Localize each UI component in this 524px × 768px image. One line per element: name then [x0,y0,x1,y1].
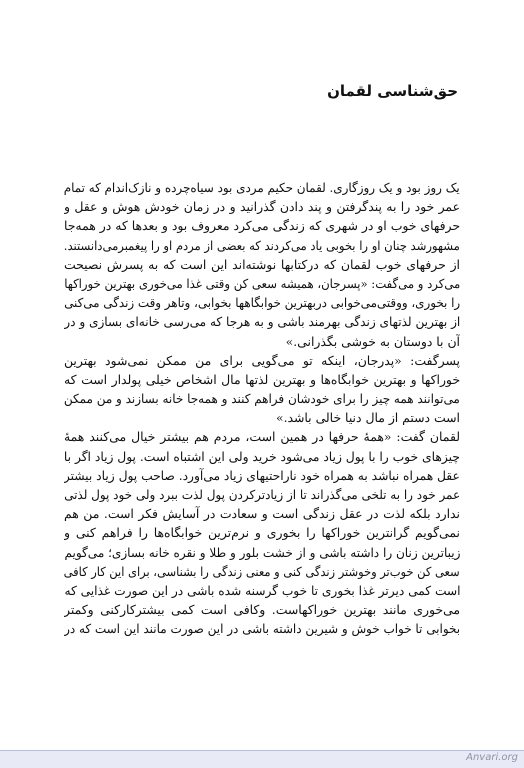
text-line: می‌توانند همه چیز را برای خودشان فراهم کنند و همه‌جا خانه بسازند و من ممکن [64,391,460,407]
text-line: عمر خود را به تلخی می‌گذراند تا از زیادترکردن پول لذت ببرد ولی خود پول لذتی [64,487,460,502]
text-line: یک روز بود و یک روزگاری. لقمان حکیم مردی بود سیاه‌چرده و نازک‌اندام که تمام [64,180,460,195]
text-line: بخوابی تا خواب خوش و شیرین داشته باشی در این صورت مانند این است که در [64,621,460,637]
watermark-text: Anvari.org [466,752,518,763]
text-line: نمی‌گویم گرانترین خوراکها را بخوری و نرم‌ترین خوابگاه‌ها را فراهم کنی و [64,525,460,541]
text-line: حرفهای خوب او در شهری که زندگی می‌کرد معروف بود و بعدها که در همه‌جا [64,218,460,234]
body-text [64,178,460,639]
text-line: خوراکها و بهترین خوابگاه‌ها و بهترین لذتها مال اشخاص خیلی پولدار است که [64,371,460,387]
text-line: چیزهای خوب را با پول زیاد می‌شود خرید ولی این اشتباه است. پول زیاد اگر با [64,448,460,464]
text-line: زیباترین زنان را داشته باشی و از خشت بلور و طلا و نقره خانه بسازی؛ می‌گویم [64,544,460,560]
text-line: عقل همراه نباشد به همراه خود ناراحتیهای زیاد می‌آورد. صاحب پول زیاد بیشتر [64,467,460,483]
text-line: است دستم از مال دنیا خالی باشد.» [276,410,460,426]
text-line: پسرگفت: «پدرجان، اینکه تو می‌گویی برای من ممکن نمی‌شود بهترین [64,352,460,368]
watermark-bar [0,750,524,768]
text-line: آن با دوستان به خوشی بگذرانی.» [285,333,460,349]
text-line: عمر خود را به پندگرفتن و پند دادن گذرانید و در زمان خودش هوش و عقل و [64,199,460,215]
text-line: می‌کرد و می‌گفت: «پسرجان، همیشه سعی کن وقتی غذا می‌خوری بهترین خوراکها [64,275,460,291]
text-line: ندارد بلکه لذت در عقل زندگی است و سعادت در آسایش فکر است. من هم [64,506,460,522]
text-line: است کمی دیرتر غذا بخوری تا خوب گرسنه شده باشی در این صورت غذایی که [64,582,460,598]
text-line: می‌خوری مانند بهترین خوراکهاست. وکافی است کمی بیشترکارکنی وکمتر [64,602,460,618]
page-title: حق‌شناسی لقمان [327,82,458,100]
text-line: را بخوری، ووقتی‌می‌خوابی دربهترین خوابگاهها بخوابی، وتاهر وقت زندگی می‌کنی [64,295,460,311]
text-line: مشهورشد چنان او را بخوبی یاد می‌کردند که بعضی از مردم او را پیغمبرمی‌دانستند. [64,237,460,253]
text-line: از بهترین لذتهای زندگی بهرمند باشی و به هرجا که می‌رسی خانه‌ای بسازی و در [64,314,460,330]
text-line: از حرفهای خوب لقمان که درکتابها نوشته‌اند این است که به پسرش نصیحت [64,256,460,272]
text-line: سعی کن خوب‌تر وخوشتر زندگی کنی و معنی زندگی را بشناسی، برای این کار کافی [64,563,460,579]
text-line: لقمان گفت: «همهٔ حرفها در همین است، مردم هم بیشتر خیال می‌کنند همهٔ [64,429,460,445]
